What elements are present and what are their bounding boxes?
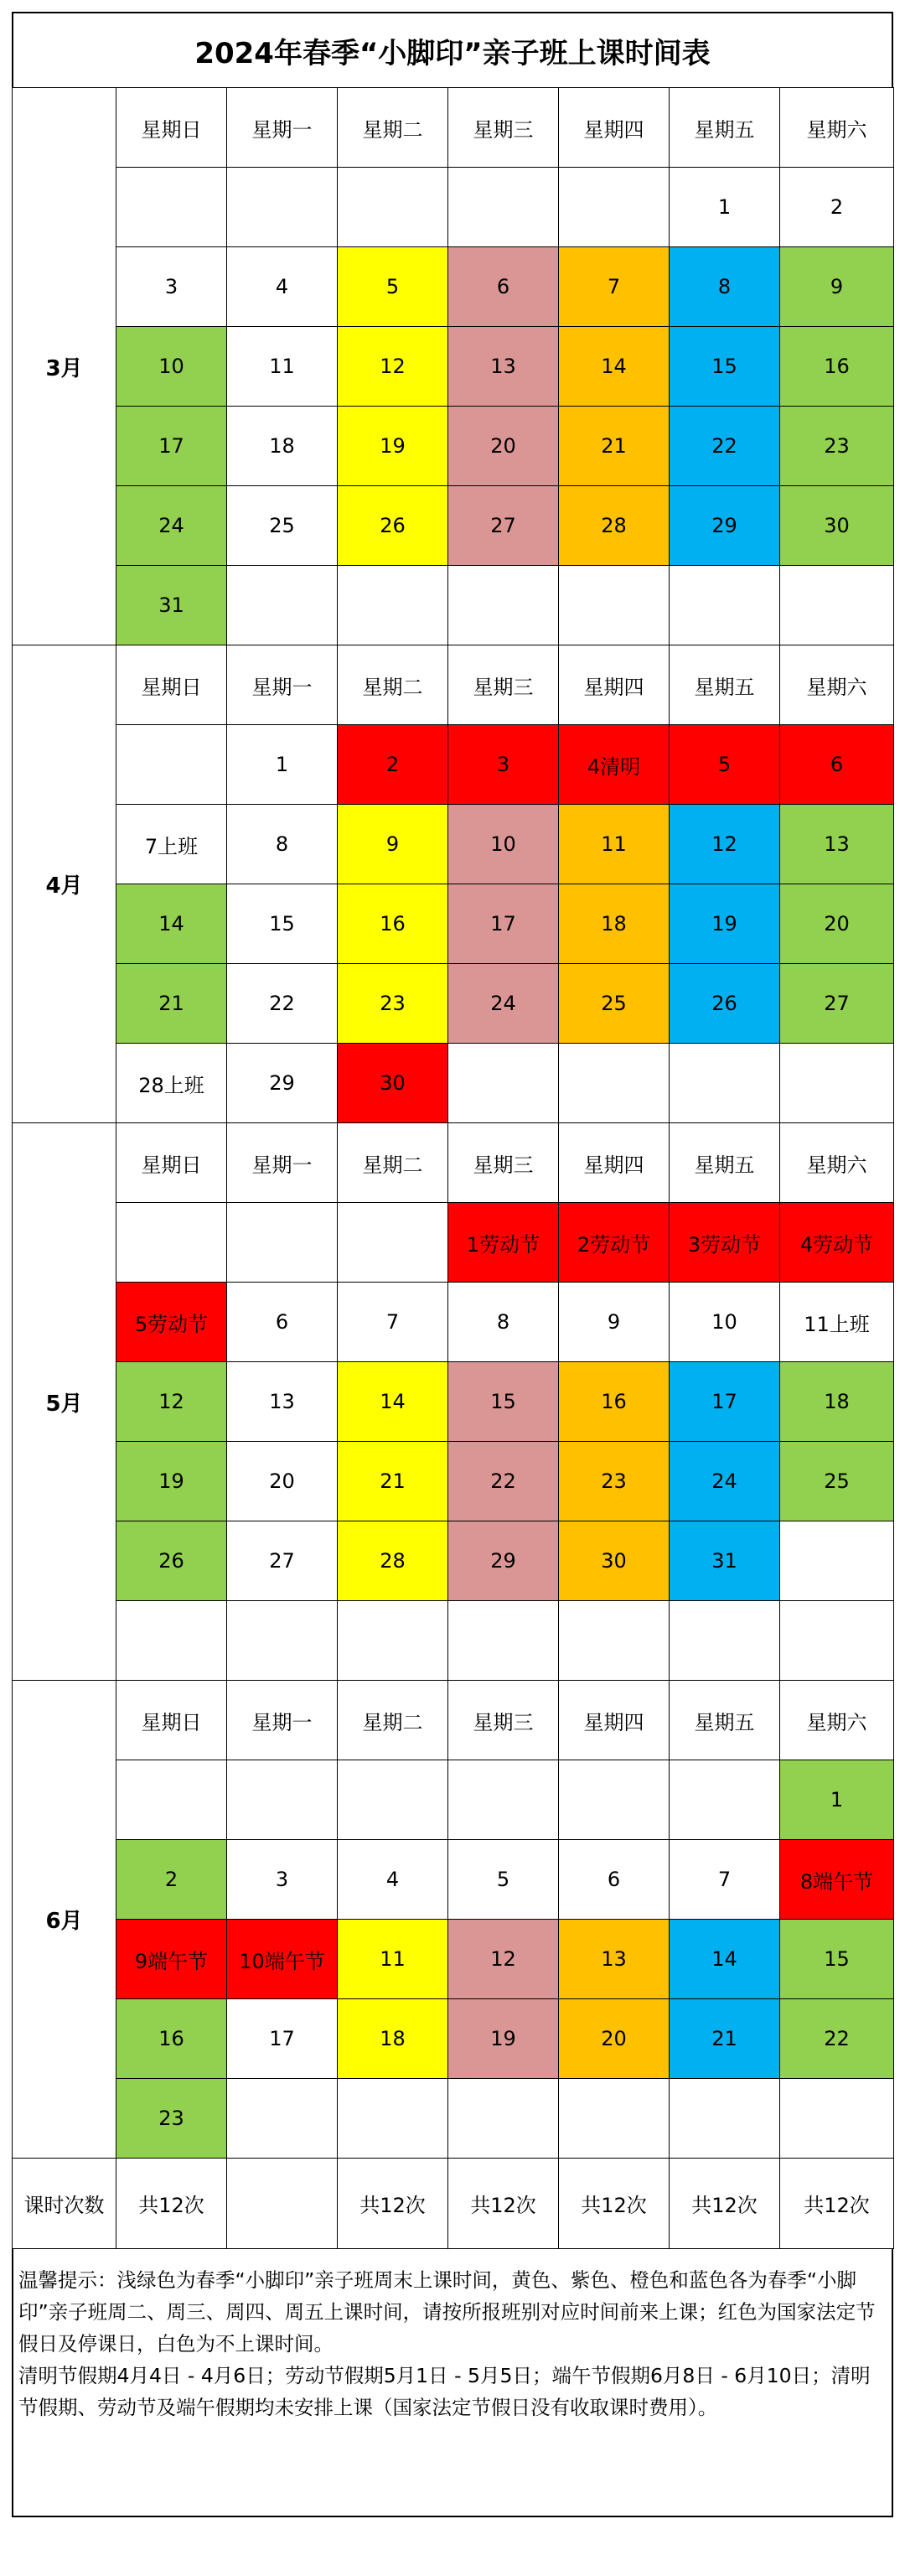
day-cell: 2劳动节 <box>559 1203 670 1283</box>
week-row <box>13 1760 894 1840</box>
notes-box <box>12 2249 893 2517</box>
week-row <box>13 1999 894 2079</box>
day-cell: 7 <box>559 247 670 327</box>
weekday-header: 星期二 <box>338 645 448 725</box>
day-cell: 9 <box>338 805 448 884</box>
day-cell: 27 <box>227 1521 338 1601</box>
day-cell: 7 <box>670 1840 780 1920</box>
day-cell: 19 <box>116 1442 227 1521</box>
weekday-header: 星期日 <box>116 1123 227 1203</box>
day-cell <box>670 1601 780 1681</box>
day-cell: 27 <box>448 486 559 566</box>
day-cell: 9 <box>780 247 894 327</box>
day-cell: 23 <box>116 2079 227 2159</box>
total-cell <box>227 2159 338 2249</box>
day-cell: 30 <box>338 1044 448 1123</box>
day-cell: 23 <box>559 1442 670 1521</box>
day-cell <box>116 725 227 805</box>
weekday-header: 星期三 <box>448 88 559 168</box>
day-cell <box>780 566 894 645</box>
day-cell: 19 <box>670 884 780 964</box>
day-cell: 24 <box>448 964 559 1044</box>
day-cell <box>227 1601 338 1681</box>
day-cell: 2 <box>780 168 894 247</box>
day-cell: 26 <box>670 964 780 1044</box>
day-cell: 12 <box>338 327 448 407</box>
day-cell: 10端午节 <box>227 1920 338 1999</box>
day-cell: 9端午节 <box>116 1920 227 1999</box>
day-cell: 16 <box>780 327 894 407</box>
day-cell <box>116 1203 227 1283</box>
day-cell <box>116 1601 227 1681</box>
day-cell: 9 <box>559 1283 670 1362</box>
day-cell: 8 <box>670 247 780 327</box>
weekday-header: 星期日 <box>116 645 227 725</box>
day-cell: 29 <box>670 486 780 566</box>
day-cell <box>227 1760 338 1840</box>
weekday-header: 星期五 <box>670 1123 780 1203</box>
day-cell: 31 <box>670 1521 780 1601</box>
total-cell: 共12次 <box>338 2159 448 2249</box>
week-row <box>13 1283 894 1362</box>
day-cell: 25 <box>780 1442 894 1521</box>
day-cell: 10 <box>448 805 559 884</box>
day-cell <box>670 1044 780 1123</box>
day-cell: 3 <box>448 725 559 805</box>
day-cell: 25 <box>559 964 670 1044</box>
day-cell: 4 <box>227 247 338 327</box>
day-cell: 11 <box>227 327 338 407</box>
day-cell: 15 <box>670 327 780 407</box>
day-cell: 16 <box>338 884 448 964</box>
weekday-header: 星期日 <box>116 1681 227 1760</box>
day-cell: 13 <box>559 1920 670 1999</box>
day-cell <box>338 1601 448 1681</box>
day-cell <box>338 1203 448 1283</box>
weekday-header: 星期日 <box>116 88 227 168</box>
day-cell: 15 <box>227 884 338 964</box>
day-cell <box>559 1601 670 1681</box>
week-row <box>13 884 894 964</box>
day-cell: 14 <box>338 1362 448 1442</box>
weekday-header-row <box>13 1681 894 1760</box>
day-cell: 20 <box>780 884 894 964</box>
day-cell: 29 <box>227 1044 338 1123</box>
week-row <box>13 805 894 884</box>
day-cell <box>559 566 670 645</box>
weekday-header: 星期五 <box>670 1681 780 1760</box>
day-cell: 12 <box>670 805 780 884</box>
day-cell: 28 <box>338 1521 448 1601</box>
day-cell: 11 <box>559 805 670 884</box>
day-cell: 30 <box>780 486 894 566</box>
day-cell: 3劳动节 <box>670 1203 780 1283</box>
week-row <box>13 725 894 805</box>
weekday-header: 星期二 <box>338 1681 448 1760</box>
day-cell: 17 <box>116 407 227 486</box>
day-cell <box>780 1521 894 1601</box>
week-row <box>13 1044 894 1123</box>
day-cell: 7 <box>338 1283 448 1362</box>
month-label: 3月 <box>13 88 116 645</box>
day-cell <box>559 2079 670 2159</box>
weekday-header: 星期四 <box>559 1681 670 1760</box>
weekday-header: 星期四 <box>559 645 670 725</box>
total-cell: 共12次 <box>670 2159 780 2249</box>
day-cell: 22 <box>780 1999 894 2079</box>
day-cell: 22 <box>448 1442 559 1521</box>
day-cell <box>670 2079 780 2159</box>
day-cell: 6 <box>448 247 559 327</box>
weekday-header: 星期五 <box>670 645 780 725</box>
weekday-header: 星期六 <box>780 645 894 725</box>
day-cell: 6 <box>780 725 894 805</box>
totals-label: 课时次数 <box>13 2159 116 2249</box>
week-row <box>13 1601 894 1681</box>
day-cell: 30 <box>559 1521 670 1601</box>
day-cell <box>116 1760 227 1840</box>
day-cell: 5劳动节 <box>116 1283 227 1362</box>
page-title: 2024年春季“小脚印”亲子班上课时间表 <box>12 12 893 87</box>
total-cell: 共12次 <box>559 2159 670 2249</box>
day-cell: 4 <box>338 1840 448 1920</box>
day-cell: 22 <box>670 407 780 486</box>
totals-row <box>13 2159 894 2249</box>
week-row <box>13 964 894 1044</box>
total-cell: 共12次 <box>448 2159 559 2249</box>
day-cell: 20 <box>227 1442 338 1521</box>
notes-paragraph-2: 清明节假期4月4日 - 4月6日；劳动节假期5月1日 - 5月5日；端午节假期6月8日 - 6月10日；清明节假期、劳动节及端午假期均未安排上课（国家法定节假日没有收取课时费用）。 <box>18 2364 871 2419</box>
day-cell <box>338 566 448 645</box>
day-cell: 1 <box>670 168 780 247</box>
day-cell <box>559 168 670 247</box>
day-cell: 18 <box>559 884 670 964</box>
day-cell <box>559 1760 670 1840</box>
day-cell: 21 <box>670 1999 780 2079</box>
week-row <box>13 1840 894 1920</box>
month-label: 5月 <box>13 1123 116 1681</box>
day-cell: 20 <box>559 1999 670 2079</box>
day-cell: 15 <box>448 1362 559 1442</box>
day-cell: 1 <box>780 1760 894 1840</box>
schedule-sheet <box>12 12 893 2517</box>
weekday-header: 星期二 <box>338 1123 448 1203</box>
day-cell <box>448 566 559 645</box>
day-cell: 18 <box>338 1999 448 2079</box>
weekday-header-row <box>13 1123 894 1203</box>
day-cell: 20 <box>448 407 559 486</box>
day-cell: 28 <box>559 486 670 566</box>
week-row <box>13 486 894 566</box>
schedule-body <box>13 88 894 2249</box>
week-row <box>13 1920 894 1999</box>
weekday-header-row <box>13 645 894 725</box>
day-cell: 17 <box>670 1362 780 1442</box>
weekday-header: 星期一 <box>227 645 338 725</box>
weekday-header-row <box>13 88 894 168</box>
day-cell <box>227 168 338 247</box>
day-cell: 25 <box>227 486 338 566</box>
day-cell: 28上班 <box>116 1044 227 1123</box>
day-cell: 16 <box>559 1362 670 1442</box>
day-cell <box>338 1760 448 1840</box>
weekday-header: 星期三 <box>448 1123 559 1203</box>
day-cell: 14 <box>116 884 227 964</box>
day-cell: 10 <box>670 1283 780 1362</box>
day-cell: 6 <box>227 1283 338 1362</box>
day-cell: 6 <box>559 1840 670 1920</box>
day-cell <box>670 1760 780 1840</box>
day-cell <box>338 2079 448 2159</box>
weekday-header: 星期四 <box>559 88 670 168</box>
day-cell <box>670 566 780 645</box>
week-row <box>13 1362 894 1442</box>
day-cell: 5 <box>338 247 448 327</box>
weekday-header: 星期四 <box>559 1123 670 1203</box>
day-cell: 13 <box>780 805 894 884</box>
week-row <box>13 1203 894 1283</box>
day-cell: 21 <box>116 964 227 1044</box>
day-cell: 23 <box>780 407 894 486</box>
day-cell: 10 <box>116 327 227 407</box>
day-cell: 11上班 <box>780 1283 894 1362</box>
day-cell: 13 <box>227 1362 338 1442</box>
day-cell: 31 <box>116 566 227 645</box>
day-cell: 13 <box>448 327 559 407</box>
total-cell: 共12次 <box>116 2159 227 2249</box>
day-cell: 29 <box>448 1521 559 1601</box>
day-cell: 15 <box>780 1920 894 1999</box>
day-cell <box>227 1203 338 1283</box>
day-cell <box>559 1044 670 1123</box>
week-row <box>13 247 894 327</box>
day-cell: 4清明 <box>559 725 670 805</box>
day-cell: 7上班 <box>116 805 227 884</box>
day-cell: 8端午节 <box>780 1840 894 1920</box>
day-cell <box>448 1601 559 1681</box>
day-cell: 12 <box>448 1920 559 1999</box>
day-cell <box>780 1044 894 1123</box>
day-cell: 19 <box>338 407 448 486</box>
day-cell: 21 <box>559 407 670 486</box>
day-cell <box>448 168 559 247</box>
day-cell: 1劳动节 <box>448 1203 559 1283</box>
week-row <box>13 566 894 645</box>
day-cell <box>227 566 338 645</box>
weekday-header: 星期一 <box>227 1123 338 1203</box>
day-cell: 26 <box>338 486 448 566</box>
weekday-header: 星期一 <box>227 88 338 168</box>
day-cell: 27 <box>780 964 894 1044</box>
day-cell: 17 <box>448 884 559 964</box>
day-cell: 14 <box>670 1920 780 1999</box>
day-cell <box>780 1601 894 1681</box>
weekday-header: 星期二 <box>338 88 448 168</box>
total-cell: 共12次 <box>780 2159 894 2249</box>
week-row <box>13 1521 894 1601</box>
day-cell <box>448 2079 559 2159</box>
week-row <box>13 168 894 247</box>
day-cell: 23 <box>338 964 448 1044</box>
day-cell: 14 <box>559 327 670 407</box>
weekday-header: 星期一 <box>227 1681 338 1760</box>
month-label: 6月 <box>13 1681 116 2159</box>
day-cell: 2 <box>338 725 448 805</box>
day-cell: 18 <box>780 1362 894 1442</box>
week-row <box>13 2079 894 2159</box>
weekday-header: 星期三 <box>448 1681 559 1760</box>
day-cell <box>338 168 448 247</box>
day-cell: 18 <box>227 407 338 486</box>
day-cell: 11 <box>338 1920 448 1999</box>
weekday-header: 星期六 <box>780 1123 894 1203</box>
day-cell: 24 <box>116 486 227 566</box>
day-cell: 1 <box>227 725 338 805</box>
day-cell <box>116 168 227 247</box>
day-cell: 8 <box>227 805 338 884</box>
weekday-header: 星期三 <box>448 645 559 725</box>
notes-paragraph-1: 温馨提示：浅绿色为春季“小脚印”亲子班周末上课时间，黄色、紫色、橙色和蓝色各为春季“小脚印”亲子班周二、周三、周四、周五上课时间，请按所报班别对应时间前来上课；红色为国家法定节假日及停课日，白色为不上课时间。 <box>18 2268 876 2356</box>
day-cell <box>448 1044 559 1123</box>
day-cell: 3 <box>227 1840 338 1920</box>
day-cell: 5 <box>670 725 780 805</box>
weekday-header: 星期六 <box>780 1681 894 1760</box>
weekday-header: 星期六 <box>780 88 894 168</box>
day-cell: 21 <box>338 1442 448 1521</box>
day-cell: 26 <box>116 1521 227 1601</box>
schedule-table <box>12 87 894 2249</box>
day-cell: 8 <box>448 1283 559 1362</box>
day-cell: 5 <box>448 1840 559 1920</box>
day-cell <box>780 2079 894 2159</box>
month-label: 4月 <box>13 645 116 1123</box>
day-cell: 4劳动节 <box>780 1203 894 1283</box>
day-cell <box>448 1760 559 1840</box>
day-cell: 2 <box>116 1840 227 1920</box>
day-cell: 22 <box>227 964 338 1044</box>
day-cell <box>227 2079 338 2159</box>
day-cell: 16 <box>116 1999 227 2079</box>
day-cell: 3 <box>116 247 227 327</box>
day-cell: 12 <box>116 1362 227 1442</box>
week-row <box>13 327 894 407</box>
day-cell: 17 <box>227 1999 338 2079</box>
week-row <box>13 407 894 486</box>
day-cell: 19 <box>448 1999 559 2079</box>
weekday-header: 星期五 <box>670 88 780 168</box>
day-cell: 24 <box>670 1442 780 1521</box>
week-row <box>13 1442 894 1521</box>
